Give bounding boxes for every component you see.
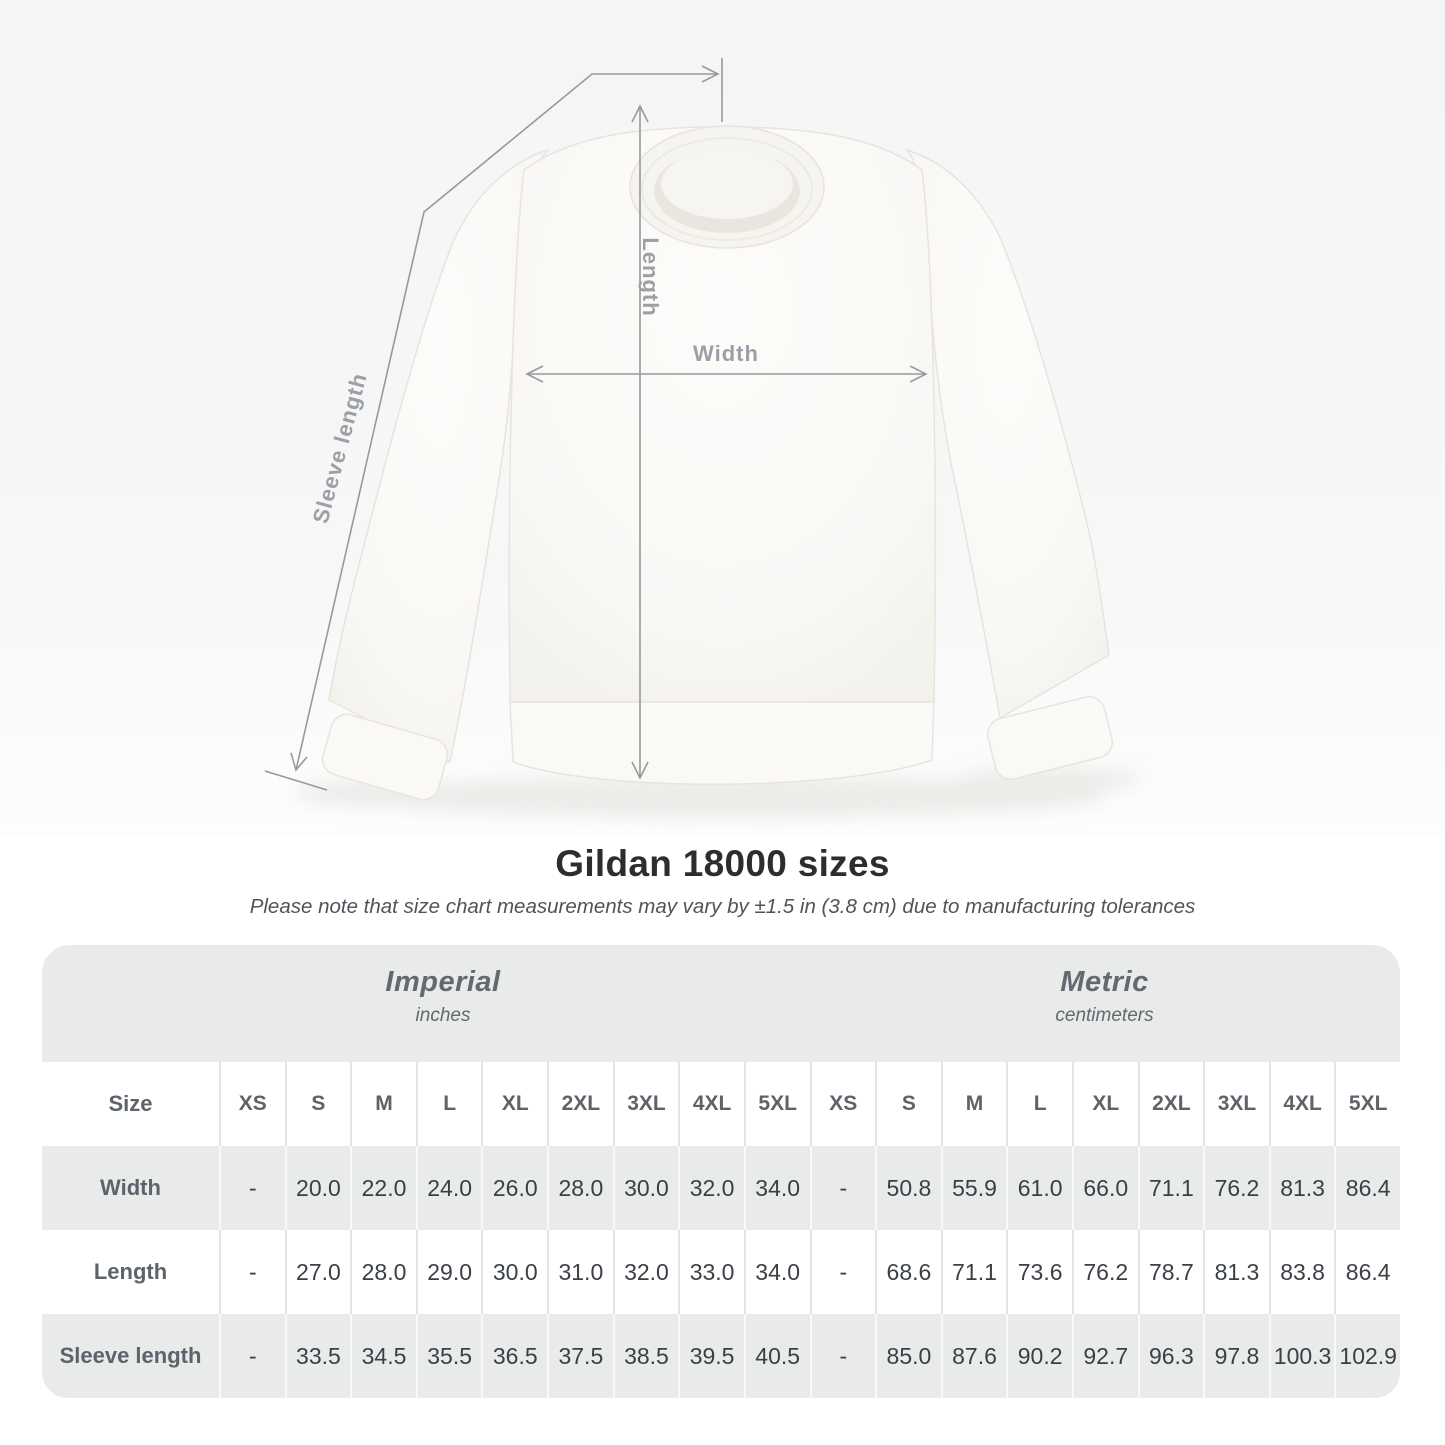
metric-value: 73.6 [1006,1230,1072,1314]
metric-value: 66.0 [1072,1146,1138,1230]
size-column-header-imperial: L [416,1062,482,1146]
imperial-value: 27.0 [285,1230,351,1314]
size-column-header-metric: 3XL [1203,1062,1269,1146]
length-measure-label: Length [638,237,663,317]
size-column-header-imperial: 4XL [678,1062,744,1146]
metric-value: 96.3 [1138,1314,1204,1398]
metric-value: 87.6 [941,1314,1007,1398]
imperial-value: 22.0 [350,1146,416,1230]
metric-value: 76.2 [1072,1230,1138,1314]
metric-value: 83.8 [1269,1230,1335,1314]
size-column-header-metric: 4XL [1269,1062,1335,1146]
imperial-value: 34.0 [744,1230,810,1314]
row-label: Width [100,1175,161,1200]
imperial-value: - [219,1146,285,1230]
measurement-row-width [42,1146,1400,1230]
imperial-value: 26.0 [481,1146,547,1230]
imperial-value: 32.0 [678,1146,744,1230]
imperial-value: 38.5 [613,1314,679,1398]
size-column-header-imperial: XS [219,1062,285,1146]
size-header-row [42,1062,1400,1146]
sweatshirt-back-collar [661,149,793,219]
imperial-unit-header [77,966,809,1027]
imperial-value: - [219,1314,285,1398]
page-title: Gildan 18000 sizes [555,843,890,884]
metric-value: 50.8 [875,1146,941,1230]
size-column-header-metric: 5XL [1334,1062,1400,1146]
sweatshirt-right-sleeve [907,150,1109,718]
width-measure-label: Width [693,341,759,366]
imperial-value: 35.5 [416,1314,482,1398]
unit-header-band [42,945,1400,1062]
metric-value: 68.6 [875,1230,941,1314]
metric-value: 71.1 [941,1230,1007,1314]
metric-value: 78.7 [1138,1230,1204,1314]
size-column-header-metric: L [1006,1062,1072,1146]
sweatshirt-garment [319,126,1116,803]
metric-value: 86.4 [1334,1230,1400,1314]
size-column-header-metric: 2XL [1138,1062,1204,1146]
imperial-value: 31.0 [547,1230,613,1314]
metric-value: 100.3 [1269,1314,1335,1398]
imperial-value: 34.5 [350,1314,416,1398]
imperial-value: 39.5 [678,1314,744,1398]
imperial-value: 29.0 [416,1230,482,1314]
metric-value: - [810,1146,876,1230]
metric-value: 76.2 [1203,1146,1269,1230]
metric-value: 71.1 [1138,1146,1204,1230]
imperial-value: 30.0 [613,1146,679,1230]
imperial-value: 33.5 [285,1314,351,1398]
sweatshirt-waistband [510,702,934,784]
metric-value: 81.3 [1203,1230,1269,1314]
size-column-header-imperial: 3XL [613,1062,679,1146]
metric-unit-header [809,966,1400,1027]
size-column-header-imperial: S [285,1062,351,1146]
imperial-value: 33.0 [678,1230,744,1314]
metric-value: 90.2 [1006,1314,1072,1398]
size-column-header-metric: XL [1072,1062,1138,1146]
size-column-header-metric: M [941,1062,1007,1146]
imperial-value: 36.5 [481,1314,547,1398]
imperial-value: 24.0 [416,1146,482,1230]
imperial-value: 32.0 [613,1230,679,1314]
metric-value: 55.9 [941,1146,1007,1230]
imperial-value: 37.5 [547,1314,613,1398]
imperial-subtitle: inches [415,1005,471,1026]
row-label: Sleeve length [59,1343,202,1368]
metric-value: 85.0 [875,1314,941,1398]
size-header-label: Size [108,1091,153,1116]
imperial-value: 20.0 [285,1146,351,1230]
measurement-row-sleeve-length [42,1314,1400,1398]
metric-value: 61.0 [1006,1146,1072,1230]
imperial-value: 28.0 [350,1230,416,1314]
imperial-value: 34.0 [744,1146,810,1230]
size-chart-table [42,945,1400,1398]
metric-value: 92.7 [1072,1314,1138,1398]
size-column-header-imperial: XL [481,1062,547,1146]
size-column-header-imperial: M [350,1062,416,1146]
row-label: Length [93,1259,168,1284]
imperial-value: - [219,1230,285,1314]
size-column-header-imperial: 2XL [547,1062,613,1146]
size-column-header-metric: S [875,1062,941,1146]
imperial-value: 28.0 [547,1146,613,1230]
size-chart-grid [42,1062,1400,1398]
metric-value: - [810,1314,876,1398]
measurement-row-length [42,1230,1400,1314]
metric-value: 86.4 [1334,1146,1400,1230]
imperial-title: Imperial [385,966,501,998]
metric-value: 97.8 [1203,1314,1269,1398]
size-column-header-metric: XS [810,1062,876,1146]
metric-subtitle: centimeters [1055,1005,1154,1026]
imperial-value: 30.0 [481,1230,547,1314]
sleeve-length-measure-label: Sleeve length [307,370,372,527]
size-column-header-imperial: 5XL [744,1062,810,1146]
metric-value: 81.3 [1269,1146,1335,1230]
metric-value: 102.9 [1334,1314,1400,1398]
metric-value: - [810,1230,876,1314]
metric-title: Metric [1060,966,1149,998]
tolerance-note: Please note that size chart measurements may vary by ±1.5 in (3.8 cm) due to manufacturing tolerances [249,895,1196,918]
imperial-value: 40.5 [744,1314,810,1398]
